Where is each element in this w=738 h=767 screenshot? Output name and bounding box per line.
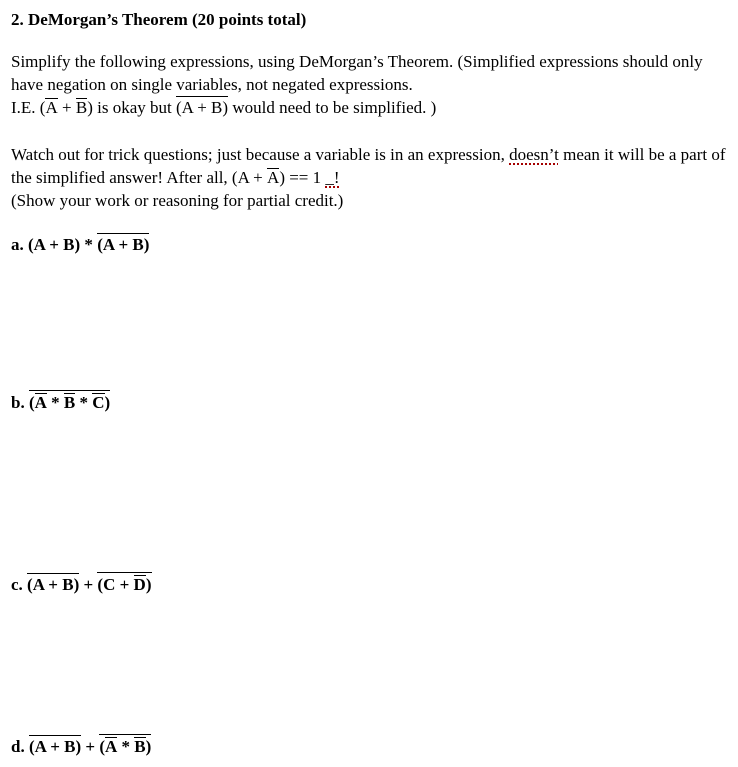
- spellcheck-word: doesn’t: [509, 145, 559, 164]
- text-run: Watch out for trick questions; just because a variable is in an expression,: [11, 145, 510, 164]
- text-run: c.: [11, 575, 28, 594]
- negated-var: A: [45, 98, 58, 117]
- ie-example-line: [11, 98, 436, 117]
- text-run: would need to be simplified. ): [228, 98, 437, 117]
- negated-group: (A + B): [97, 235, 150, 254]
- negated-group: [99, 734, 151, 756]
- expression-item-c: [11, 572, 729, 596]
- negated-var: B: [63, 393, 76, 412]
- expression-item-b: [11, 390, 729, 414]
- text-run: ): [104, 393, 111, 412]
- text-run: +: [79, 575, 98, 594]
- text-run: ): [145, 737, 152, 756]
- text-run: +: [57, 98, 76, 117]
- negated-var: B: [134, 737, 146, 756]
- negated-var: D: [133, 575, 146, 594]
- negated-group: (A + B): [28, 737, 82, 756]
- negated-group: [97, 572, 151, 594]
- negated-var: A: [34, 393, 47, 412]
- negated-group: (A + B): [27, 575, 80, 594]
- text-run: (: [99, 737, 106, 756]
- text-run: b.: [11, 393, 29, 412]
- negated-var: A: [267, 168, 280, 187]
- text-run: +: [81, 737, 100, 756]
- question-heading-block: [11, 8, 729, 31]
- partial-credit-note: (Show your work or reasoning for partial credit.): [11, 191, 344, 210]
- text-run: d.: [11, 737, 29, 756]
- text-run: a. (A + B) *: [11, 235, 98, 254]
- text-run: mean it will be a part of the simplified answer! After all, (A +: [11, 145, 726, 187]
- negated-var: B: [75, 98, 88, 117]
- question-heading: 2. DeMorgan’s Theorem (20 points total): [11, 10, 307, 29]
- text-run: *: [75, 393, 93, 412]
- text-run: *: [46, 393, 64, 412]
- grammar-check-mark: _!: [325, 168, 340, 187]
- negated-var: A: [105, 737, 118, 756]
- text-run: I.E. (: [11, 98, 46, 117]
- expression-item-a: [11, 233, 729, 256]
- instructions-paragraph: [11, 50, 729, 119]
- text-run: *: [117, 737, 135, 756]
- text-run: ) == 1: [279, 168, 326, 187]
- negated-group: [29, 390, 110, 412]
- text-run: ): [145, 575, 152, 594]
- text-run: ) is okay but: [87, 98, 176, 117]
- text-run: (: [28, 393, 35, 412]
- text-run: (C +: [97, 575, 134, 594]
- note-paragraph: [11, 143, 729, 212]
- instructions-text: Simplify the following expressions, using DeMorgan’s Theorem. (Simplified expressions should only have negation on single variables, not negated expressions.: [11, 52, 703, 94]
- negated-group: (A + B): [175, 98, 229, 117]
- expression-item-d: [11, 734, 729, 758]
- negated-var: C: [92, 393, 105, 412]
